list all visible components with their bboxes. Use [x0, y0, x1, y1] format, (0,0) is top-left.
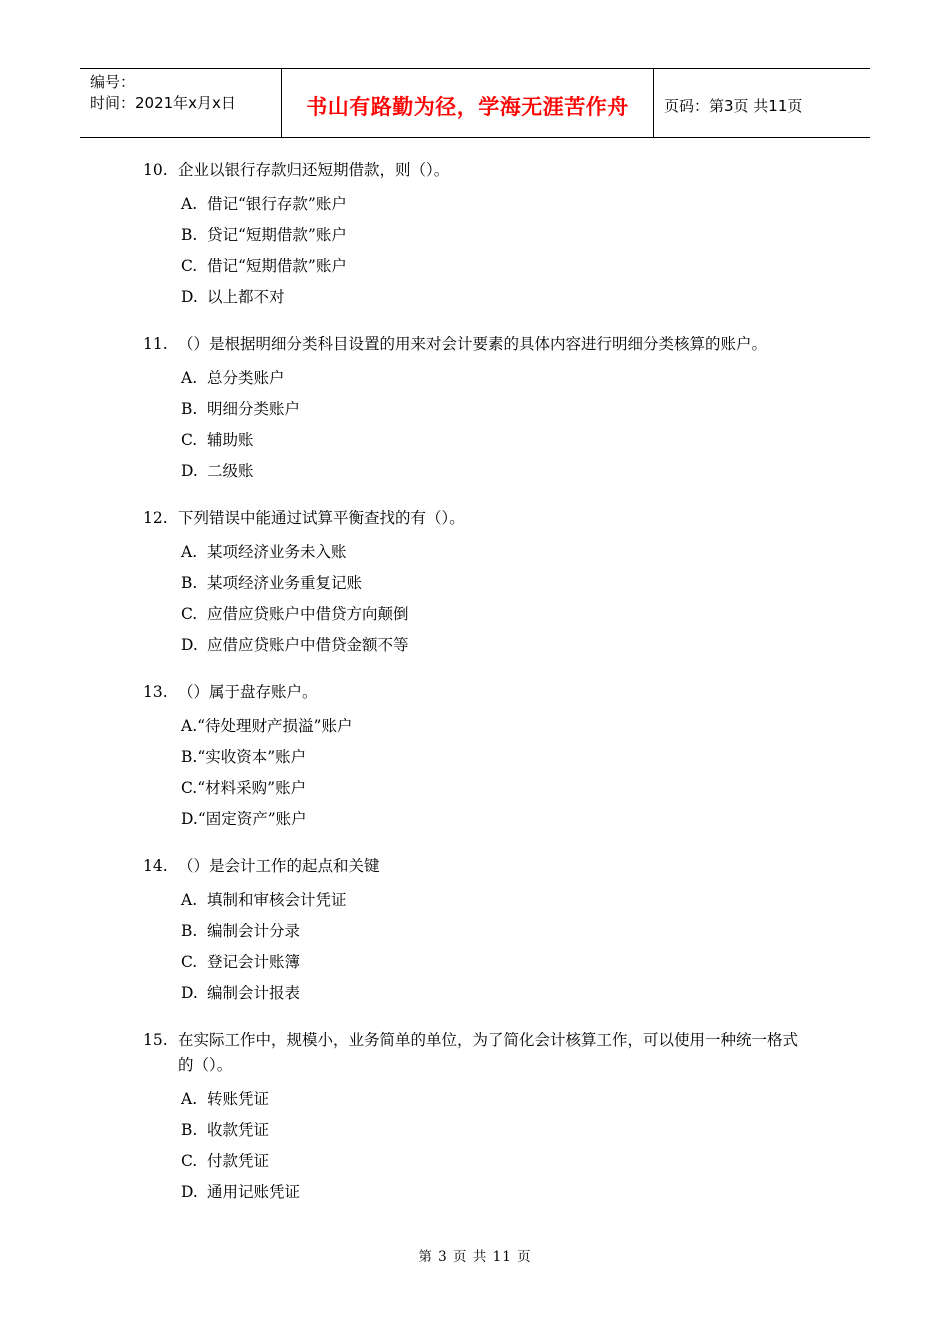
header-meta [80, 69, 282, 137]
page-info: 页码：第3页 共11页 [664, 96, 803, 115]
option-item [181, 425, 823, 456]
option-text: 付款凭证 [207, 1152, 270, 1170]
question-item [143, 332, 823, 487]
option-item [181, 978, 823, 1009]
option-text: 编制会计报表 [207, 984, 301, 1002]
question-text: 企业以银行存款归还短期借款，则（）。 [178, 161, 450, 179]
option-item [181, 885, 823, 916]
option-text: 通用记账凭证 [207, 1183, 301, 1201]
question-item [143, 854, 823, 1009]
option-text: 二级账 [207, 462, 254, 480]
option-item [181, 568, 823, 599]
option-item [181, 599, 823, 630]
option-label: C. [181, 953, 198, 971]
option-item [181, 537, 823, 568]
option-text: 总分类账户 [207, 369, 285, 387]
question-text: （）是会计工作的起点和关键 [178, 857, 380, 875]
question-item [143, 506, 823, 661]
option-label: D. [181, 636, 198, 654]
question-number: 11. [143, 335, 168, 353]
question-stem [143, 1028, 823, 1084]
option-text: 某项经济业务未入账 [207, 543, 347, 561]
option-label: A. [181, 543, 198, 561]
time-label: 时间：2021年x月x日 [90, 94, 236, 112]
question-list [143, 158, 823, 1227]
page-header [80, 68, 870, 138]
option-label: B. [181, 748, 198, 766]
option-label: B. [181, 400, 198, 418]
option-label: D. [181, 1183, 198, 1201]
question-text: 在实际工作中，规模小，业务简单的单位，为了简化会计核算工作，可以使用一种统一格式的（）。 [178, 1031, 799, 1074]
option-label: D. [181, 462, 198, 480]
question-stem [143, 854, 823, 885]
option-label: A. [181, 1090, 198, 1108]
option-label: D. [181, 984, 198, 1002]
question-item [143, 158, 823, 313]
option-text: 某项经济业务重复记账 [207, 574, 363, 592]
header-motto-cell [282, 69, 654, 137]
option-label: D. [181, 810, 198, 828]
option-text: 应借应贷账户中借贷方向颠倒 [207, 605, 409, 623]
option-item [181, 1084, 823, 1115]
option-text: 登记会计账簿 [207, 953, 301, 971]
option-text: 应借应贷账户中借贷金额不等 [207, 636, 409, 654]
option-text: “固定资产”账户 [197, 810, 307, 828]
option-item [181, 947, 823, 978]
option-item [181, 1146, 823, 1177]
option-item [181, 189, 823, 220]
option-text: “实收资本”账户 [197, 748, 307, 766]
header-page-cell [654, 69, 870, 137]
option-text: 明细分类账户 [207, 400, 301, 418]
question-number: 15. [143, 1031, 168, 1049]
option-text: “待处理财产损溢”账户 [197, 717, 353, 735]
option-label: C. [181, 257, 198, 275]
option-label: C. [181, 1152, 198, 1170]
option-item [181, 916, 823, 947]
option-item [181, 1115, 823, 1146]
option-label: A. [181, 717, 198, 735]
page-footer: 第 3 页 共 11 页 [418, 1249, 532, 1265]
question-text: （）是根据明细分类科目设置的用来对会计要素的具体内容进行明细分类核算的账户。 [178, 335, 768, 353]
option-item [181, 282, 823, 313]
question-stem [143, 158, 823, 189]
option-text: 以上都不对 [207, 288, 285, 306]
option-label: B. [181, 1121, 198, 1139]
option-item [181, 456, 823, 487]
question-number: 14. [143, 857, 168, 875]
question-item [143, 1028, 823, 1208]
option-item [181, 711, 823, 742]
option-text: 编制会计分录 [207, 922, 301, 940]
option-label: B. [181, 226, 198, 244]
option-label: D. [181, 288, 198, 306]
option-item [181, 363, 823, 394]
option-item [181, 394, 823, 425]
option-label: C. [181, 605, 198, 623]
option-label: A. [181, 195, 198, 213]
question-number: 13. [143, 683, 168, 701]
option-text: 借记“银行存款”账户 [207, 195, 347, 213]
question-item [143, 680, 823, 835]
option-text: 填制和审核会计凭证 [207, 891, 347, 909]
option-item [181, 742, 823, 773]
code-label: 编号： [90, 73, 136, 91]
option-text: 收款凭证 [207, 1121, 270, 1139]
option-text: 贷记“短期借款”账户 [207, 226, 347, 244]
option-label: A. [181, 891, 198, 909]
option-label: B. [181, 574, 198, 592]
option-text: 辅助账 [207, 431, 254, 449]
option-text: 转账凭证 [207, 1090, 270, 1108]
option-item [181, 220, 823, 251]
motto-text: 书山有路勤为径，学海无涯苦作舟 [306, 95, 629, 119]
option-label: A. [181, 369, 198, 387]
question-stem [143, 506, 823, 537]
question-number: 12. [143, 509, 168, 527]
option-item [181, 251, 823, 282]
option-text: 借记“短期借款”账户 [207, 257, 347, 275]
option-item [181, 773, 823, 804]
option-item [181, 630, 823, 661]
option-item [181, 1177, 823, 1208]
question-stem [143, 332, 823, 363]
option-label: C. [181, 779, 198, 797]
option-item [181, 804, 823, 835]
question-number: 10. [143, 161, 168, 179]
option-label: B. [181, 922, 198, 940]
question-text: （）属于盘存账户。 [178, 683, 318, 701]
question-text: 下列错误中能通过试算平衡查找的有（）。 [178, 509, 465, 527]
question-stem [143, 680, 823, 711]
option-text: “材料采购”账户 [197, 779, 307, 797]
option-label: C. [181, 431, 198, 449]
